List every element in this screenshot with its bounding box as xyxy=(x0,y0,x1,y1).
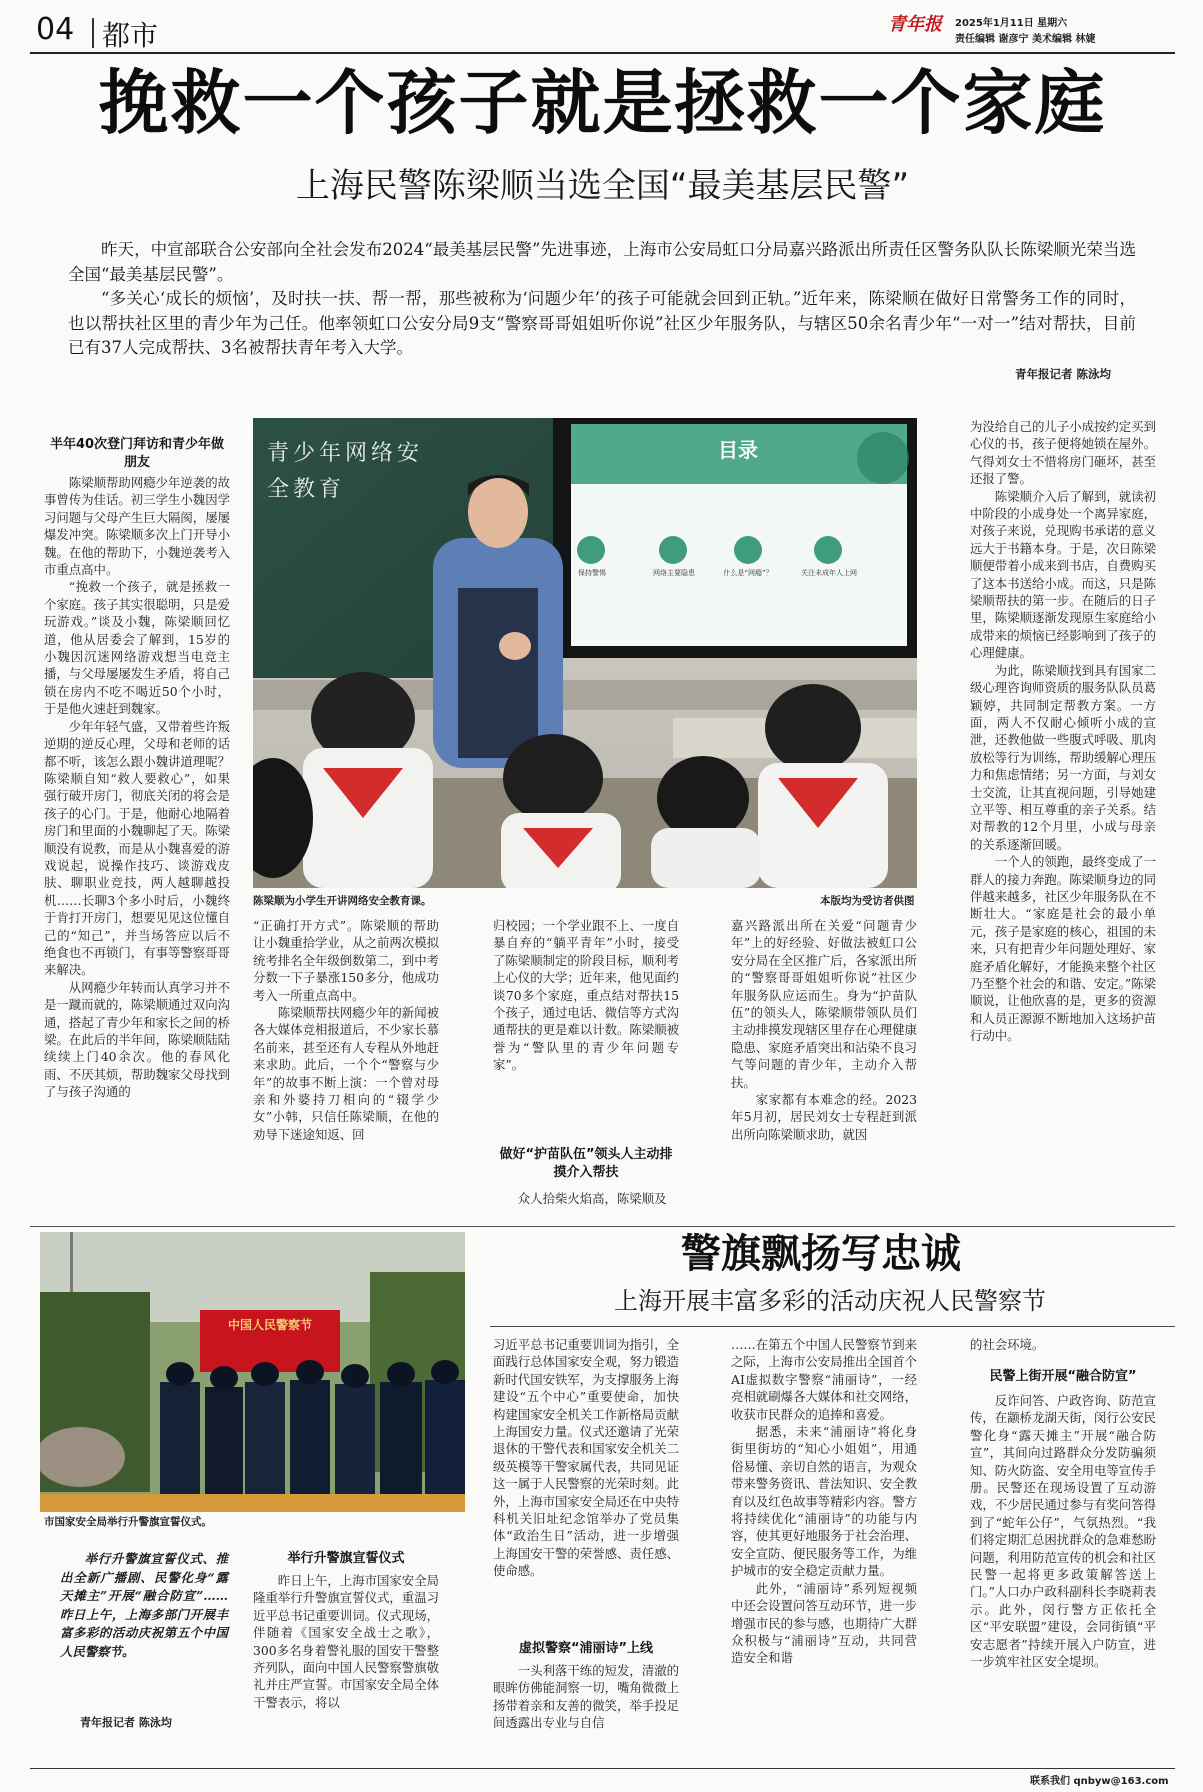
col2-p2: 陈梁顺帮扶网瘾少年的新闻被各大媒体竞相报道后，不少家长慕名前来，甚至还有人专程从外地赶来求助。此后，一个个“警察与少年”的故事不断上演：一个曾对母亲和外婆持刀相向的“辍学少女”小韩，只信任陈梁顺，在他的劝导下迷途知返、回 xyxy=(253,1005,439,1142)
story2-col-d2 xyxy=(970,1392,1156,1748)
col1-p2: “挽救一个孩子，就是拯救一个家庭。孩子其实很聪明，只是爱玩游戏。”谈及小魏，陈梁顺回忆道，他从居委会了解到，15岁的小魏因沉迷网络游戏想当电竞主播，与父母屡屡发生矛盾，将自己锁在房内不吃不喝近50个小时，于是他火速赶到魏家。 xyxy=(44,579,230,717)
page-number: 04 xyxy=(36,12,75,47)
story1-col-3 xyxy=(493,917,679,1137)
main-headline: 挽救一个孩子就是拯救一个家庭 xyxy=(98,62,1107,144)
ceremony-photo-svg xyxy=(40,1232,465,1512)
date-line: 2025年1月11日 星期六 xyxy=(955,18,1068,29)
story2-headline: 警旗飘扬写忠诚 xyxy=(681,1231,961,1277)
screen-item-1: 保持警惕 xyxy=(578,569,606,577)
byline-1: 青年报记者 陈泳均 xyxy=(1015,367,1112,381)
col5-p4: 一个人的领跑，最终变成了一群人的接力奔跑。陈梁顺身边的同伴越来越多，社区少年服务队在不断壮大。“家庭是社会的最小单元，孩子是家庭的核心，祖国的未来，只有把青少年问题处理好、家庭矛盾化解好，才能换来整个社区乃至整个社会的和谐、安定。”陈梁顺说，让他欣喜的是，更多的资源和人员正源源不断地加入这场护苗行动中。 xyxy=(970,854,1156,1044)
col4-p1: 嘉兴路派出所在关爱“问题青少年”上的好经验、好做法被虹口公安分局在全区推广后，各家派出所的“警察哥哥姐姐听你说”社区少年服务队应运而生。身为“护苗队伍”的领头人，陈梁顺带领队员们主动排摸发现辖区里存在心理健康隐患、家庭矛盾突出和沾染不良习气等问题的青少年，主动介入帮扶。 xyxy=(731,918,917,1090)
story2-col-a xyxy=(253,1572,439,1747)
col5-p2: 陈梁顺介入后了解到，就读初中阶段的小成身处一个离异家庭，对孩子来说，兑现购书承诺的意义远大于书籍本身。于是，次日陈梁顺便带着小成来到书店，自费购买了这本书送给小成。而这，只是陈梁顺帮扶的第一步。在随后的日子里，陈梁顺逐渐发现原生家庭给小成带来的烦恼已经影响到了孩子的心理健康。 xyxy=(970,488,1156,661)
story2-col-c xyxy=(731,1336,917,1748)
col1-p4: 从网瘾少年转而认真学习并不是一蹴而就的，陈梁顺通过双向沟通，搭起了青少年和家长之间的桥梁。在此后的半年间，陈梁顺陆陆续续上门40余次。他的春风化雨、不厌其烦，帮助魏家父母找到了与孩子沟通的 xyxy=(44,979,230,1100)
story1-subhead-1: 半年40次登门拜访和青少年做朋友 xyxy=(49,437,225,470)
colC-p1: ……在第五个中国人民警察节到来之际，上海市公安局推出全国首个AI虚拟数字警察“浦丽诗”，一经亮相就刷爆各大媒体和社交网络，收获市民群众的追捧和喜爱。 xyxy=(731,1337,917,1422)
page-header xyxy=(0,0,1203,60)
story1-col-3b xyxy=(493,1190,679,1214)
col4-p2: 家家都有本难念的经。2023年5月初，居民刘女士专程赶到派出所向陈梁顺求助，就因 xyxy=(731,1092,917,1142)
story2-summary: 举行升警旗宣誓仪式、推出全新广播剧、民警化身“露天摊主”开展“融合防宣”……昨日上午，上海多部门开展丰富多彩的活动庆祝第五个中国人民警察节。 xyxy=(60,1551,228,1659)
story2-col-b2 xyxy=(493,1662,679,1748)
classroom-photo xyxy=(253,418,917,888)
colD-p1: 的社会环境。 xyxy=(970,1337,1045,1352)
ceremony-photo xyxy=(40,1232,465,1512)
screen-item-4: 关注未成年人上网 xyxy=(801,569,857,577)
masthead-logo: 青年报 xyxy=(888,14,942,35)
header-rule xyxy=(30,52,1175,54)
footer-rule xyxy=(30,1768,1175,1769)
col2-p1: “正确打开方式”。陈梁顺的帮助让小魏重拾学业，从之前两次模拟统考排名全年级倒数第二，到中考分数一下子暴涨150多分，他成功考入一所重点高中。 xyxy=(253,918,439,1003)
story2-col-d xyxy=(970,1336,1156,1358)
colD2-p1: 反诈问答、户政咨询、防范宣传，在颛桥龙湖天街，闵行公安民警化身“露天摊主”开展“融合防宣”，其间向过路群众分发防骗须知、防火防盗、安全用电等宣传手册。民警还在现场设置了互动游戏，不少居民通过参与有奖问答得到了“蛇年公仔”，气氛热烈。“我们将定期汇总困扰群众的急难愁盼问题，利用防范宣传的机会和社区民警一起将更多政策解答送上门。”人口办户政科副科长李晓莉表示。此外，闵行警方正依托全区“平安联盟”建设，会同街镇“平安志愿者”持续开展入户防宣，进一步筑牢社区安全堤坝。 xyxy=(970,1393,1156,1670)
story1-col-2 xyxy=(253,917,439,1215)
story2-subheadline: 上海开展丰富多彩的活动庆祝人民警察节 xyxy=(614,1287,1046,1315)
story1-subhead-2: 做好“护苗队伍”领头人主动排摸介入帮扶 xyxy=(499,1147,673,1180)
colB-p1: 习近平总书记重要训词为指引，全面践行总体国家安全观，努力锻造新时代国安铁军，为支撑服务上海建设“五个中心”重要使命，加快构建国家安全机关工作新格局贡献上海国安力量。仪式还邀请了光荣退休的干警代表和国家安全机关二级英模等干警家属代表，共同见证这一属于人民警察的光荣时刻。此外，上海市国家安全局还在中央特科机关旧址纪念馆举办了党员集体“政治生日”活动，进一步增强上海国安干警的荣誉感、责任感、使命感。 xyxy=(493,1337,679,1579)
main-subheadline: 上海民警陈梁顺当选全国“最美基层民警” xyxy=(295,166,910,206)
banner-text: 中国人民警察节 xyxy=(227,1318,312,1332)
board-text: 青少年网络安全教育 xyxy=(267,441,424,502)
lead-p1: 昨天，中宣部联合公安部向全社会发布2024“最美基层民警”先进事迹，上海市公安局虹口分局嘉兴路派出所责任区警务队队长陈梁顺光荣当选全国“最美基层民警”。 xyxy=(68,240,1136,284)
story1-col-5 xyxy=(970,418,1156,1213)
section-name: 都市 xyxy=(102,19,159,52)
col5-p3: 为此，陈梁顺找到具有国家二级心理咨询师资质的服务队队员葛颖婷，共同制定帮教方案。一方面，两人不仅耐心倾听小成的宣泄，还教他做一些腹式呼吸、肌肉放松等行为训练，帮助缓解心理压力和焦虑情绪；另一方面，与刘女士交流，让其直视问题，引导她建立平等、相互尊重的亲子关系。结对帮教的12个月里，小成与母亲的关系逐渐回暖。 xyxy=(970,662,1156,852)
story2-subhead-2: 虚拟警察“浦丽诗”上线 xyxy=(518,1641,654,1656)
photo-caption-2: 市国家安全局举行升警旗宣誓仪式。 xyxy=(44,1516,212,1528)
footer-contact: 联系我们 qnbyw@163.com xyxy=(1030,1776,1169,1787)
lead-p2: “多关心‘成长的烦恼’，及时扶一扶、帮一帮，那些被称为‘问题少年’的孩子可能就会回到正轨。”近年来，陈梁顺在做好日常警务工作的同时，也以帮扶社区里的青少年为己任。他率领虹口公安分局9支“警察哥哥姐姐听你说”社区少年服务队，与辖区50余名青少年“一对一”结对帮扶，目前已有37人完成帮扶、3名被帮扶青年考入大学。 xyxy=(68,289,1136,357)
story2-subhead-1: 举行升警旗宣誓仪式 xyxy=(287,1551,405,1566)
editor-line: 责任编辑 谢彦宁 美术编辑 林婕 xyxy=(955,34,1096,45)
byline-2: 青年报记者 陈泳均 xyxy=(80,1716,172,1729)
colC-p2: 据悉，未来“浦丽诗”将化身街里街坊的“知心小姐姐”，用通俗易懂、亲切自然的语言，为观众带来警务资讯、普法知识、安全教育以及红色故事等精彩内容。警方将持续优化“浦丽诗”的功能与内容，使其更好地服务于社会治理、安全宣防、便民服务等工作，为维护城市的安全稳定贡献力量。 xyxy=(731,1424,917,1579)
story2-col-b xyxy=(493,1336,679,1626)
colB2-p1: 一头利落干练的短发，清澈的眼眸仿佛能洞察一切，嘴角微微上扬带着亲和友善的微笑，举手投足间透露出专业与自信 xyxy=(493,1663,679,1731)
header-divider xyxy=(92,18,94,48)
col3b-p1: 众人拾柴火焰高，陈梁顺及 xyxy=(517,1191,667,1206)
photo-credit: 本版均为受访者供图 xyxy=(820,895,915,907)
col1-p1: 陈梁顺帮助网瘾少年逆袭的故事曾传为佳话。初三学生小魏因学习问题与父母产生巨大隔阂，屡屡爆发冲突。陈梁顺多次上门开导小魏。在他的帮助下，小魏逆袭考入市重点高中。 xyxy=(44,475,230,578)
story1-col-4 xyxy=(731,917,917,1215)
colC-p3: 此外，“浦丽诗”系列短视频中还会设置问答互动环节，进一步增强市民的参与感，也期待广大群众积极与“浦丽诗”互动，共同营造安全和谐 xyxy=(731,1580,917,1666)
screen-item-3: 什么是“网瘾”？ xyxy=(723,569,773,577)
colA-p1: 昨日上午，上海市国家安全局隆重举行升警旗宣誓仪式，重温习近平总书记重要训词。仪式现场，伴随着《国家安全战士之歌》，300多名身着警礼服的国安干警整齐列队，面向中国人民警察警旗敬礼并庄严宣誓。市国家安全局全体干警表示，将以 xyxy=(253,1573,439,1710)
photo-caption-1: 陈梁顺为小学生开讲网络安全教育课。 xyxy=(253,895,432,907)
story2-rule xyxy=(490,1326,1175,1327)
col3-p1: 归校园；一个学业跟不上、一度自暴自弃的“躺平青年”小时，接受了陈梁顺制定的阶段目标，顺利考上心仪的大学；近年来，他见面约谈70多个家庭，重点结对帮扶15个孩子，通过电话、微信等方式沟通帮扶的更是难以计数。陈梁顺被誉为“警队里的青少年问题专家”。 xyxy=(493,918,679,1073)
lead-paragraph xyxy=(68,238,1136,361)
story2-subhead-3: 民警上街开展“融合防宣” xyxy=(989,1369,1137,1384)
screen-item-2: 网络主要隐患 xyxy=(653,569,695,577)
col5-p1: 为没给自己的儿子小成按约定买到心仪的书，孩子便将她锁在屋外。气得刘女士不惜将房门砸坏，甚至还报了警。 xyxy=(970,419,1156,487)
screen-title: 目录 xyxy=(718,438,758,462)
story-divider xyxy=(30,1226,1175,1227)
col1-p3: 少年年轻气盛，又带着些许叛逆期的逆反心理，父母和老师的话都不听，该怎么跟小魏讲道理呢？陈梁顺自知“救人要救心”，如果强行破开房门，彻底关闭的将会是孩子的心门。于是，他耐心地隔着房门和里面的小魏聊起了天。陈梁顺没有说教，而是从小魏喜爱的游戏说起，说操作技巧、谈游戏皮肤、聊职业竞技，两人越聊越投机……长聊3个多小时后，小魏终于肯打开房门，想要见见这位懂自己的“知己”，并当场答应以后不绝食也不再锁门，有事等警察哥哥来解决。 xyxy=(44,718,230,978)
